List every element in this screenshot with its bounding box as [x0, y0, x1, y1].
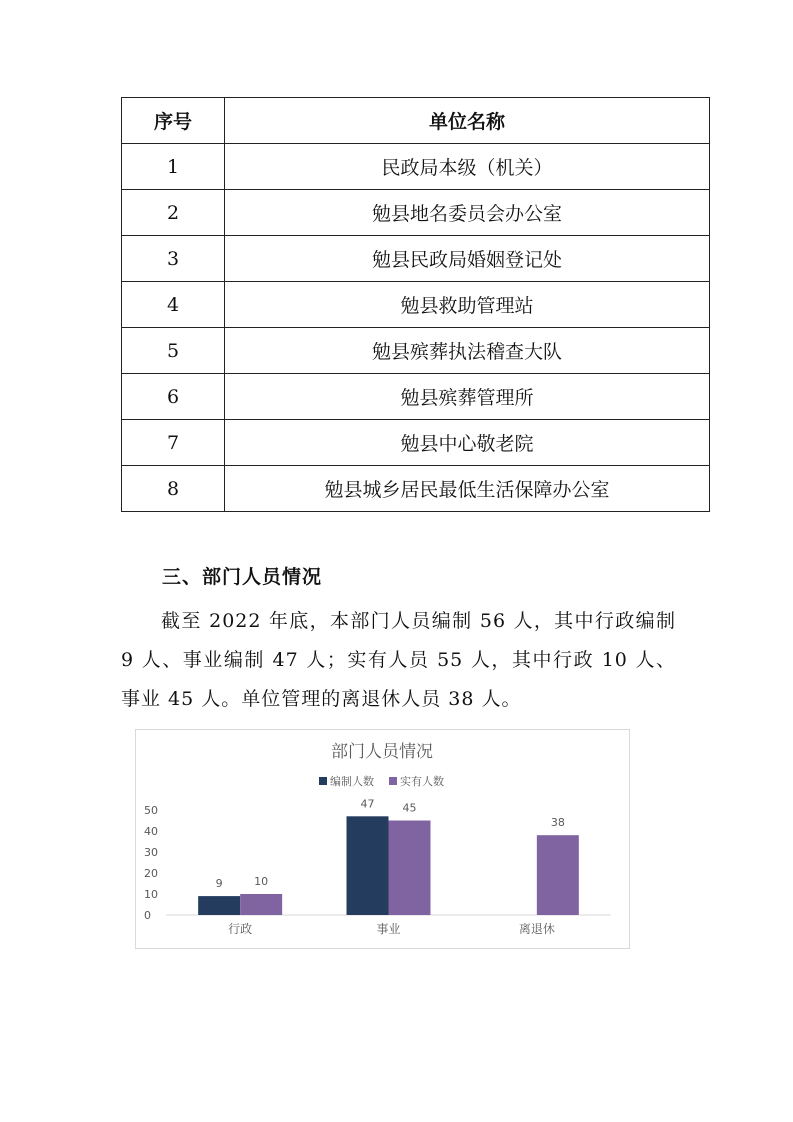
row-index: 4 — [122, 282, 225, 328]
section-heading: 三、部门人员情况 — [162, 566, 323, 588]
header-unit-name: 单位名称 — [225, 98, 710, 144]
row-unit-name: 勉县殡葬管理所 — [225, 374, 710, 420]
x-tick-label: 离退休 — [518, 922, 555, 936]
section-paragraph: 截至 2022 年底，本部门人员编制 56 人，其中行政编制 9 人、事业编制 47 人；实有人员 55 人，其中行政 10 人、事业 45 人。单位管理的离退休人员 38 人。 — [121, 610, 676, 710]
row-index: 2 — [122, 190, 225, 236]
legend-swatch-2 — [389, 777, 397, 785]
table-row — [122, 144, 710, 190]
legend-label-1: 编制人数 — [330, 775, 374, 788]
table-row — [122, 190, 710, 236]
row-unit-name: 勉县城乡居民最低生活保障办公室 — [225, 466, 710, 512]
row-index: 6 — [122, 374, 225, 420]
data-label: 38 — [550, 816, 565, 830]
y-tick-label: 40 — [144, 825, 158, 838]
row-unit-name: 勉县殡葬执法稽查大队 — [225, 328, 710, 374]
bar-1-1 — [198, 896, 240, 915]
y-tick-label: 10 — [144, 888, 158, 901]
data-label: 47 — [360, 797, 375, 811]
staff-chart — [135, 729, 630, 949]
table-header-row — [122, 98, 710, 144]
row-index: 5 — [122, 328, 225, 374]
y-tick-label: 0 — [144, 909, 151, 922]
row-index: 3 — [122, 236, 225, 282]
table-row — [122, 236, 710, 282]
row-unit-name: 勉县中心敬老院 — [225, 420, 710, 466]
chart-title: 部门人员情况 — [331, 742, 433, 762]
data-label: 9 — [215, 877, 223, 891]
row-index: 1 — [122, 144, 225, 190]
data-label: 10 — [254, 875, 269, 888]
table-row — [122, 282, 710, 328]
y-tick-label: 50 — [144, 804, 158, 817]
row-unit-name: 勉县救助管理站 — [225, 282, 710, 328]
bar-1-2 — [347, 816, 389, 915]
row-unit-name: 勉县地名委员会办公室 — [225, 190, 710, 236]
legend-swatch-1 — [319, 777, 327, 785]
row-unit-name: 勉县民政局婚姻登记处 — [225, 236, 710, 282]
y-tick-label: 30 — [144, 846, 158, 859]
bar-2-2 — [389, 821, 431, 916]
x-tick-label: 事业 — [376, 922, 401, 936]
bar-2-3 — [537, 835, 579, 915]
table-row — [122, 374, 710, 420]
table-row — [122, 328, 710, 374]
y-tick-label: 20 — [144, 867, 158, 880]
chart-svg — [136, 730, 629, 948]
bar-2-1 — [240, 894, 282, 915]
legend-label-2: 实有人数 — [400, 775, 444, 788]
row-unit-name: 民政局本级（机关） — [225, 144, 710, 190]
data-label: 45 — [402, 801, 417, 815]
table-row — [122, 466, 710, 512]
unit-table — [121, 97, 710, 512]
table-row — [122, 420, 710, 466]
row-index: 8 — [122, 466, 225, 512]
row-index: 7 — [122, 420, 225, 466]
x-tick-label: 行政 — [228, 922, 253, 936]
header-index: 序号 — [122, 98, 225, 144]
